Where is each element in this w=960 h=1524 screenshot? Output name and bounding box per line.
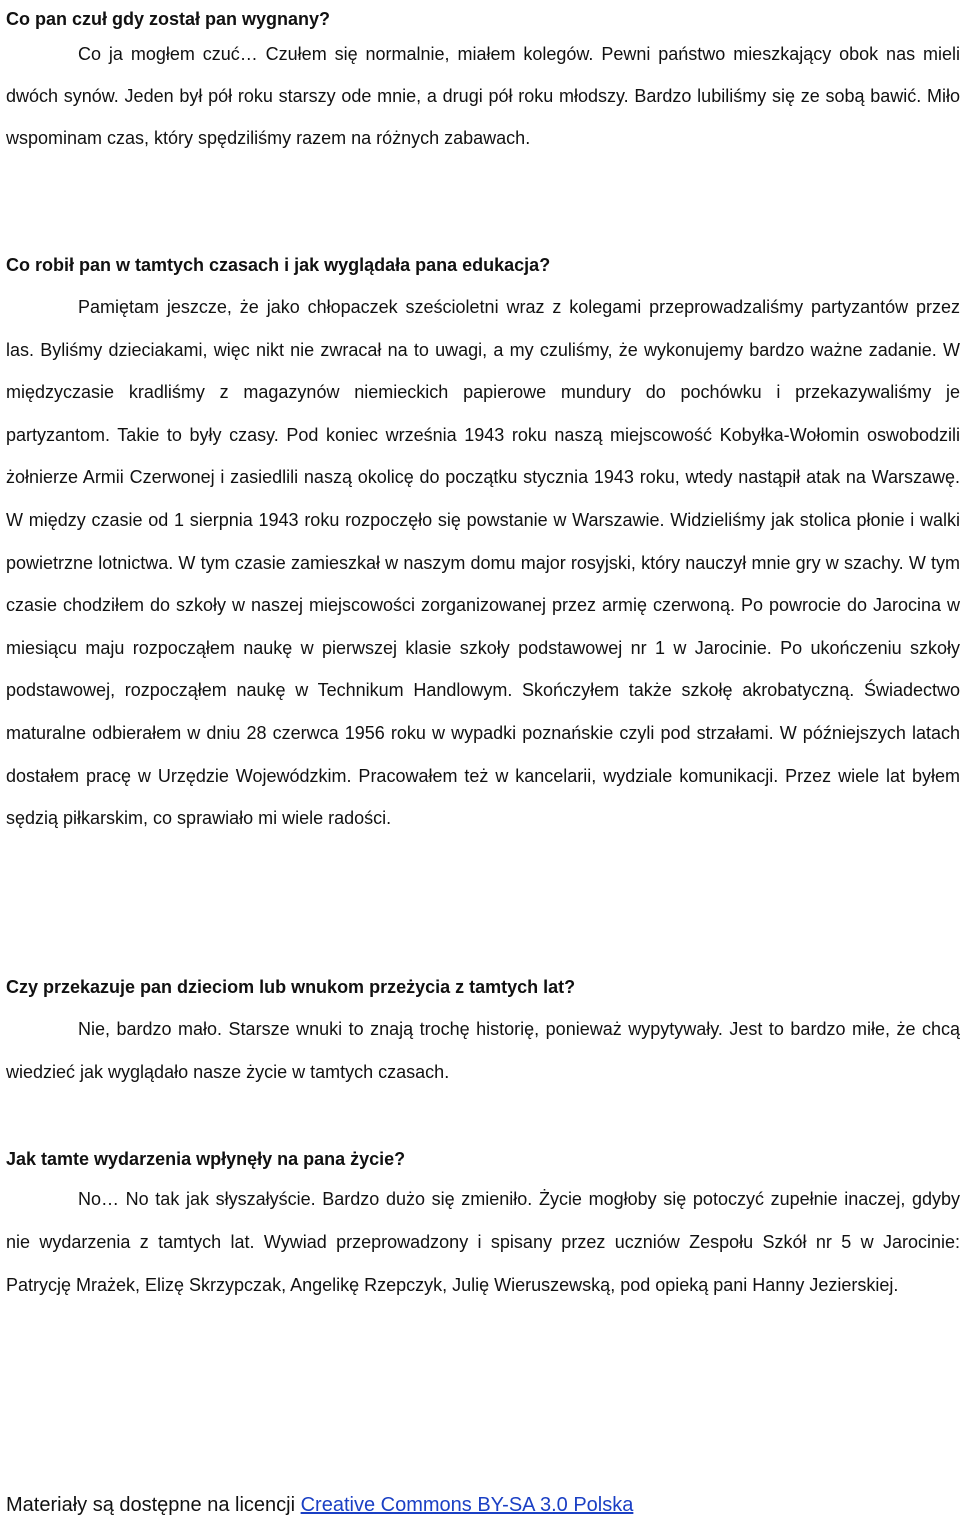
license-text: Materiały są dostępne na licencji [6,1494,301,1516]
question-1-heading: Co pan czuł gdy został pan wygnany? [6,9,331,29]
answer-1-paragraph: Co ja mogłem czuć… Czułem się normalnie, miałem kolegów. Pewni państwo mieszkający obok nas mieli dwóch synów. Jeden był pół roku starszy ode mnie, a drugi pół roku młodszy. Bardzo lubiliśmy się ze sobą bawić. Miło wspominam czas, który spędziliśmy razem na różnych zabawach. [6,44,960,148]
question-3-heading: Czy przekazuje pan dzieciom lub wnukom przeżycia z tamtych lat? [6,977,576,997]
answer-4-paragraph: No… No tak jak słyszałyście. Bardzo dużo się zmieniło. Życie mogłoby się potoczyć zupełnie inaczej, gdyby nie wydarzenia z tamtych lat. Wywiad przeprowadzony i spisany przez uczniów Zespołu Szkół nr 5 w Jarocinie: Patrycję Mrażek, Elizę Skrzypczak, Angelikę Rzepczyk, Julię Wieruszewską, pod opieką pani Hanny Jezierskiej. [6,1189,960,1295]
license-footer [6,1492,633,1518]
answer-3-paragraph: Nie, bardzo mało. Starsze wnuki to znają trochę historię, ponieważ wypytywały. Jest to bardzo miłe, że chcą wiedzieć jak wyglądało nasze życie w tamtych czasach. [6,1019,960,1082]
question-4-heading: Jak tamte wydarzenia wpłynęły na pana życie? [6,1149,406,1169]
answer-2-paragraph: Pamiętam jeszcze, że jako chłopaczek sześcioletni wraz z kolegami przeprowadzaliśmy partyzantów przez las. Byliśmy dzieciakami, więc nikt nie zwracał na to uwagi, a my czuliśmy, że wykonujemy bardzo ważne zadanie. W międzyczasie kradliśmy z magazynów niemieckich papierowe mundury do pochówku i przekazywaliśmy je partyzantom. Takie to były czasy. Pod koniec września 1943 roku naszą miejscowość Kobyłka-Wołomin oswobodzili żołnierze Armii Czerwonej i zasiedlili naszą okolicę do początku stycznia 1943 roku, wtedy nastąpił atak na Warszawę. W między czasie od 1 sierpnia 1943 roku rozpoczęło się powstanie w Warszawie. Widzieliśmy jak stolica płonie i walki powietrzne lotnictwa. W tym czasie zamieszkał w naszym domu major rosyjski, który nauczył mnie gry w szachy. W tym czasie chodziłem do szkoły w naszej miejscowości zorganizowanej przez armię czerwoną. Po powrocie do Jarocina w miesiącu maju rozpocząłem naukę w pierwszej klasie szkoły podstawowej nr 1 w Jarocinie. Po ukończeniu szkoły podstawowej, rozpocząłem naukę w Technikum Handlowym. Skończyłem także szkołę akrobatyczną. Świadectwo maturalne odbierałem w dniu 28 czerwca 1956 roku w wypadki poznańskie czyli pod strzałami. W późniejszych latach dostałem pracę w Urzędzie Wojewódzkim. Pracowałem też w kancelarii, wydziale komunikacji. Przez wiele lat byłem sędzią piłkarskim, co sprawiało mi wiele radości. [6,297,960,829]
license-link[interactable]: Creative Commons BY-SA 3.0 Polska [300,1494,634,1516]
question-2-heading: Co robił pan w tamtych czasach i jak wyglądała pana edukacja? [6,255,551,275]
